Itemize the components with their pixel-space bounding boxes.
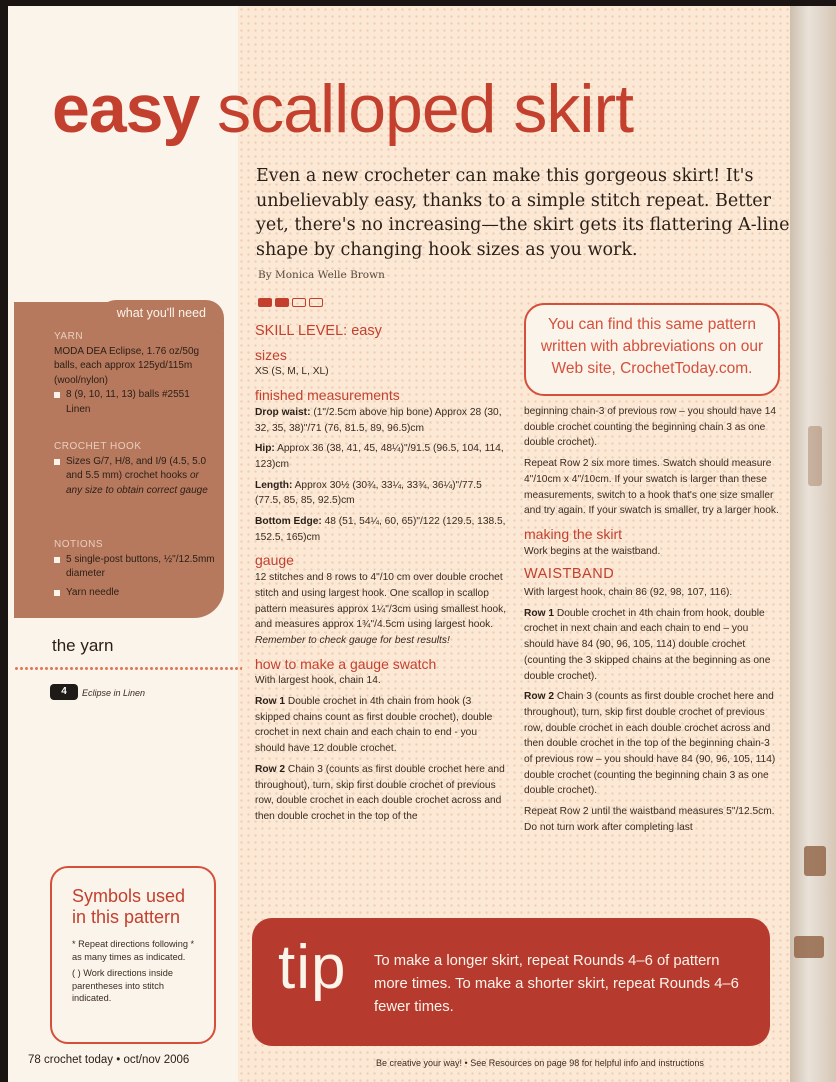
magazine-page: [8, 6, 808, 1082]
bullet-box: [54, 392, 60, 398]
yarn-heading: the yarn: [52, 636, 114, 655]
skill-level-indicator: [258, 298, 323, 307]
bottom-edge: Bottom Edge: 48 (51, 54¼, 60, 65)"/122 (129.5, 138.5, 152.5, 165)cm: [255, 516, 506, 543]
drop-waist: Drop waist: (1"/2.5cm above hip bone) Approx 28 (30, 32, 35, 38)"/71 (76, 81.5, 89, 96.5)cm: [255, 406, 502, 434]
image-spot: [804, 846, 826, 876]
bullet-box: [54, 590, 60, 596]
notions-heading: NOTIONS: [54, 539, 104, 550]
yarn-desc: MODA DEA Eclipse, 1.76 oz/50g balls, each approx 125yd/115m (wool/nylon): [54, 345, 200, 386]
intro-paragraph: Even a new crocheter can make this gorgeous skirt! It's unbelievably easy, thanks to a simple stitch repeat. Better yet, there's no increasing—the skirt gets its flattering A-line shape by changing hook sizes as you work.: [256, 166, 790, 260]
hook-heading: CROCHET HOOK: [54, 441, 142, 452]
swatch-text: With largest hook, chain 14.: [255, 675, 381, 687]
skill-dot-empty: [292, 298, 306, 307]
yarn-section: [54, 330, 216, 418]
notion-bullet-2: Yarn needle: [54, 586, 216, 601]
yarn-bullet: 8 (9, 10, 11, 13) balls #2551 Linen: [54, 388, 216, 417]
making-heading: making the skirt: [524, 525, 623, 542]
yarn-item: Eclipse in Linen: [82, 688, 146, 698]
waistband-repeat: Repeat Row 2 until the waistband measures 5"/12.5cm. Do not turn work after completing last: [524, 806, 775, 833]
swatch-heading: how to make a gauge swatch: [255, 655, 437, 672]
tip-text: To make a longer skirt, repeat Rounds 4–6 of pattern more times. To make a shorter skirt, repeat Rounds 4–6 fewer times.: [374, 953, 739, 1015]
yarn-heading: YARN: [54, 331, 84, 342]
panel-tab-label: what you'll need: [116, 306, 206, 320]
hook-section: [54, 440, 216, 498]
byline: By Monica Welle Brown: [258, 269, 385, 281]
bullet-box: [54, 557, 60, 563]
title-rest: scalloped skirt: [199, 71, 634, 147]
footer-left: 78 crochet today • oct/nov 2006: [28, 1054, 190, 1066]
footer-right: Be creative your way! • See Resources on page 98 for helpful info and instructions: [376, 1058, 704, 1068]
waistband-text: With largest hook, chain 86 (92, 98, 107, 116).: [524, 587, 733, 599]
title-bold: easy: [52, 71, 200, 147]
row2-continued: beginning chain-3 of previous row – you should have 14 double crochet counting the beginning chain 3 as one double crochet).: [524, 406, 777, 449]
skill-level-label: SKILL LEVEL: easy: [255, 323, 382, 339]
sizes-text: XS (S, M, L, XL): [255, 366, 329, 378]
gauge-heading: gauge: [255, 552, 294, 569]
symbol-parentheses: ( ) Work directions inside parentheses into stitch indicated.: [72, 968, 173, 1003]
symbols-heading: Symbols used in this pattern: [72, 886, 186, 927]
waistband-row-1: Row 1 Double crochet in 4th chain from hook, double crochet in next chain and each chain to end – you should have 84 (90, 96, 105, 114) double crochet (counting the 3 skipped chains at the beginning as one double crochet).: [524, 607, 771, 682]
waistband-row-2: Row 2 Chain 3 (counts as first double crochet here and throughout), turn, skip first double crochet of previous row, double crochet in each double crochet across and then double crochet in the top of the beginning chain-3 of previous row – you should have 84 (90, 96, 105, 114) double crochet (counting the beginning chain 3 as one double crochet).: [524, 691, 776, 797]
symbol-asterisk: * Repeat directions following * as many times as indicated.: [72, 939, 195, 962]
hook-bullet: Sizes G/7, H/8, and I/9 (4.5, 5.0 and 5.5 mm) crochet hooks or any size to obtain correct gauge: [54, 455, 216, 499]
hip: Hip: Approx 36 (38, 41, 45, 48¼)"/91.5 (96.5, 104, 114, 123)cm: [255, 443, 504, 470]
page-title: [52, 70, 633, 148]
web-callout: You can find this same pattern written with abbreviations on our Web site, CrochetToday.com.: [524, 303, 780, 396]
image-spot: [794, 936, 824, 958]
measurements-heading: finished measurements: [255, 387, 400, 404]
image-spot: [808, 426, 822, 486]
notion-bullet-1: 5 single-post buttons, ½"/12.5mm diameter: [54, 553, 216, 582]
page-number: 78: [28, 1054, 41, 1066]
yarn-divider: [14, 666, 242, 671]
skill-dot-empty: [309, 298, 323, 307]
swatch-row-2: Row 2 Chain 3 (counts as first double crochet here and throughout), turn, skip first double crochet of previous row, double crochet in each double crochet across and then double crochet in the top of the: [255, 763, 505, 822]
repeat-text: Repeat Row 2 six more times. Swatch should measure 4"/10cm x 4"/10cm. If your swatch is larger than these measurements, switch to a hook that's one size smaller and try again. If your swatch is smaller, try a larger hook.: [524, 458, 779, 517]
skill-dot-filled: [275, 298, 289, 307]
making-text: Work begins at the waistband.: [524, 545, 661, 557]
skill-dot-filled: [258, 298, 272, 307]
tip-box: [252, 918, 770, 1046]
adjacent-page-edge: [790, 6, 836, 1082]
yarn-weight-badge: 4: [50, 684, 78, 700]
notions-section: [54, 538, 216, 600]
swatch-row-1: Row 1 Double crochet in 4th chain from hook (3 skipped chains count as first double crochet), double crochet in next chain and each chain to end - you should have 12 double crochet.: [255, 696, 493, 755]
tip-label: tip: [278, 933, 347, 1002]
bullet-box: [54, 459, 60, 465]
what-you-need-panel: [14, 302, 224, 618]
sizes-heading: sizes: [255, 346, 287, 363]
gauge-text: 12 stitches and 8 rows to 4"/10 cm over double crochet stitch and using largest hook. One scallop in scallop pattern measures approx 1¼"/3cm using smallest hook, and measures approx 1¾"/4.5cm using largest hook. Remember to check gauge for best results!: [255, 572, 507, 646]
right-column: [524, 404, 781, 841]
symbols-box: [50, 866, 216, 1044]
length: Length: Approx 30½ (30¾, 33¼, 33¾, 36¼)"/77.5 (77.5, 85, 85, 92.5)cm: [255, 479, 482, 507]
magazine-name: crochet today: [44, 1054, 114, 1066]
left-column: [255, 324, 507, 830]
waistband-heading: WAISTBAND: [524, 566, 615, 583]
issue-date: oct/nov 2006: [123, 1054, 190, 1066]
